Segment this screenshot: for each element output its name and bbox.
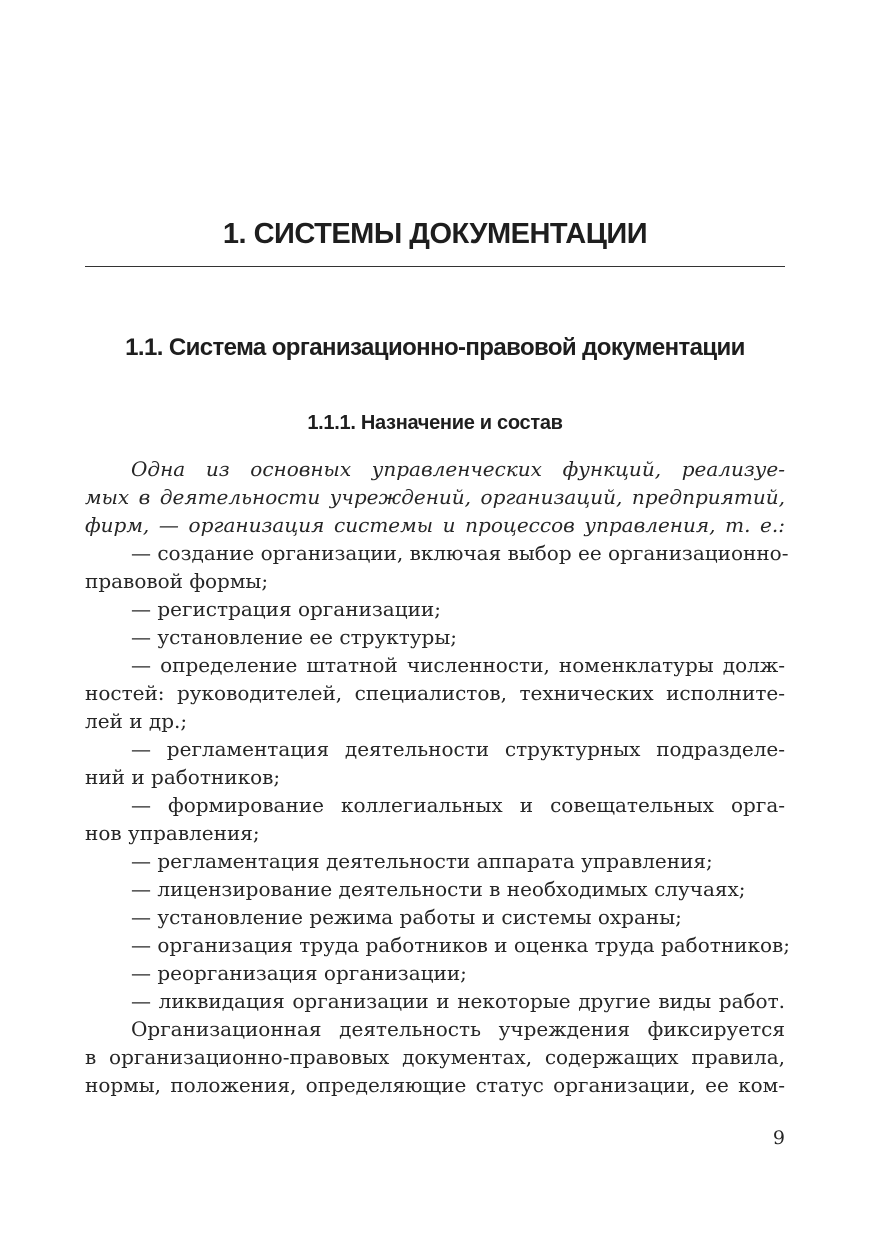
list-item-line: — регламентация деятельности аппарата управления; <box>131 849 713 873</box>
chapter-title: 1. СИСТЕМЫ ДОКУМЕНТАЦИИ <box>222 218 648 250</box>
list-item-line: — реорганизация организации; <box>131 961 467 985</box>
list-item-line: — лицензирование деятельности в необходимых случаях; <box>131 877 746 901</box>
list-item-line: — регламентация деятельности структурных подразделе- <box>131 737 785 761</box>
body-text <box>85 455 791 1099</box>
body-line: Организационная деятельность учреждения фиксируется <box>131 1017 785 1041</box>
subsection-title: 1.1.1. Назначение и состав <box>307 412 563 434</box>
list-item-line: — определение штатной численности, номенклатуры долж- <box>131 653 785 677</box>
list-item-line: — ликвидация организации и некоторые другие виды работ. <box>131 989 785 1013</box>
page-number: 9 <box>772 1127 785 1149</box>
list-item-line: — установление ее структуры; <box>131 625 457 649</box>
chapter-divider <box>85 266 785 267</box>
list-item-line: ностей: руководителей, специалистов, технических исполните- <box>85 681 785 705</box>
body-line: фирм, — организация системы и процессов управления, т. е.: <box>85 513 785 537</box>
list-item-line: нов управления; <box>85 821 260 845</box>
list-item-line: — формирование коллегиальных и совещательных орга- <box>131 793 785 817</box>
list-item-line: правовой формы; <box>85 569 269 593</box>
body-line: в организационно-правовых документах, содержащих правила, <box>85 1045 785 1069</box>
list-item-line: ний и работников; <box>85 765 281 789</box>
body-line: мых в деятельности учреждений, организаций, предприятий, <box>85 485 785 509</box>
list-item-line: лей и др.; <box>85 709 188 733</box>
list-item-line: — регистрация организации; <box>131 597 441 621</box>
body-line: Одна из основных управленческих функций, реализуе- <box>131 457 785 481</box>
section-title: 1.1. Система организационно-правовой документации <box>125 334 745 361</box>
list-item-line: — организация труда работников и оценка труда работников; <box>131 933 791 957</box>
list-item-line: — установление режима работы и системы охраны; <box>131 905 682 929</box>
body-line: нормы, положения, определяющие статус организации, ее ком- <box>85 1073 785 1097</box>
list-item-line: — создание организации, включая выбор ее организационно- <box>131 541 789 565</box>
